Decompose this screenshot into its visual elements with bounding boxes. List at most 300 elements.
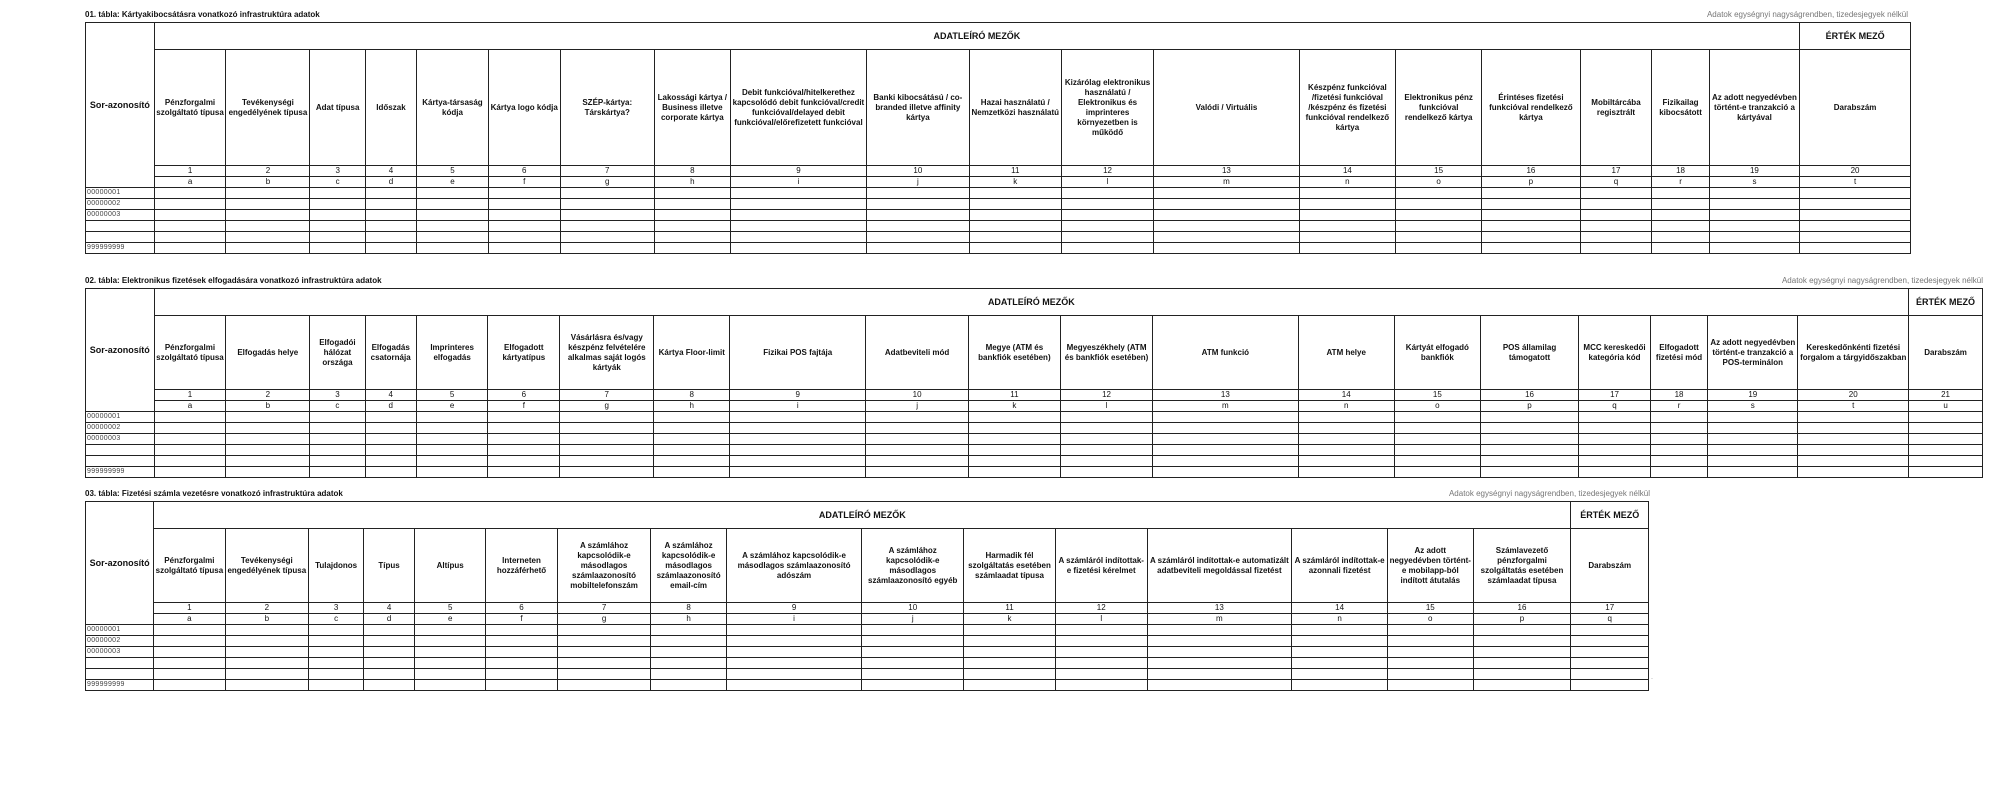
data-cell[interactable] xyxy=(1061,199,1153,210)
data-cell[interactable] xyxy=(226,199,310,210)
data-cell[interactable] xyxy=(560,210,654,221)
data-cell[interactable] xyxy=(310,445,365,456)
data-cell[interactable] xyxy=(1299,199,1395,210)
data-cell[interactable] xyxy=(964,625,1056,636)
data-cell[interactable] xyxy=(560,243,654,254)
data-cell[interactable] xyxy=(365,199,416,210)
data-cell[interactable] xyxy=(1060,445,1152,456)
data-cell[interactable] xyxy=(1580,188,1652,199)
data-cell[interactable] xyxy=(1396,232,1482,243)
data-cell[interactable] xyxy=(1473,658,1571,669)
data-cell[interactable] xyxy=(415,636,486,647)
data-cell[interactable] xyxy=(557,658,651,669)
data-cell[interactable] xyxy=(226,210,310,221)
data-cell[interactable] xyxy=(1396,243,1482,254)
data-cell[interactable] xyxy=(1147,680,1292,691)
data-cell[interactable] xyxy=(226,434,310,445)
data-cell[interactable] xyxy=(1299,232,1395,243)
data-cell[interactable] xyxy=(1650,467,1707,478)
data-cell[interactable] xyxy=(1652,210,1709,221)
data-cell[interactable] xyxy=(654,467,730,478)
data-cell[interactable] xyxy=(964,669,1056,680)
data-cell[interactable] xyxy=(1580,221,1652,232)
data-cell[interactable] xyxy=(364,680,415,691)
data-cell[interactable] xyxy=(866,467,968,478)
data-cell[interactable] xyxy=(310,456,365,467)
data-cell[interactable] xyxy=(651,658,726,669)
data-cell[interactable] xyxy=(309,636,364,647)
data-cell[interactable] xyxy=(1708,456,1798,467)
data-cell[interactable] xyxy=(557,680,651,691)
data-cell[interactable] xyxy=(557,625,651,636)
data-cell[interactable] xyxy=(1147,625,1292,636)
data-cell[interactable] xyxy=(1387,647,1473,658)
data-cell[interactable] xyxy=(225,658,309,669)
data-cell[interactable] xyxy=(726,625,862,636)
data-cell[interactable] xyxy=(1153,467,1298,478)
data-cell[interactable] xyxy=(730,412,866,423)
data-cell[interactable] xyxy=(1650,423,1707,434)
data-cell[interactable] xyxy=(866,445,968,456)
data-cell[interactable] xyxy=(309,680,364,691)
data-cell[interactable] xyxy=(486,636,557,647)
data-cell[interactable] xyxy=(867,232,970,243)
data-cell[interactable] xyxy=(862,658,964,669)
data-cell[interactable] xyxy=(1387,636,1473,647)
data-cell[interactable] xyxy=(488,221,560,232)
data-cell[interactable] xyxy=(1709,243,1799,254)
data-cell[interactable] xyxy=(1396,210,1482,221)
data-cell[interactable] xyxy=(1709,221,1799,232)
data-cell[interactable] xyxy=(486,669,557,680)
data-cell[interactable] xyxy=(654,434,730,445)
data-cell[interactable] xyxy=(1473,680,1571,691)
data-cell[interactable] xyxy=(1147,669,1292,680)
data-cell[interactable] xyxy=(651,669,726,680)
data-cell[interactable] xyxy=(225,647,309,658)
data-cell[interactable] xyxy=(1061,232,1153,243)
data-cell[interactable] xyxy=(866,412,968,423)
data-cell[interactable] xyxy=(310,243,365,254)
data-cell[interactable] xyxy=(1909,456,1983,467)
data-cell[interactable] xyxy=(365,423,416,434)
data-cell[interactable] xyxy=(1147,658,1292,669)
data-cell[interactable] xyxy=(730,445,866,456)
data-cell[interactable] xyxy=(226,456,310,467)
data-cell[interactable] xyxy=(415,680,486,691)
data-cell[interactable] xyxy=(1909,423,1983,434)
data-cell[interactable] xyxy=(1298,445,1394,456)
data-cell[interactable] xyxy=(417,188,489,199)
data-cell[interactable] xyxy=(1650,456,1707,467)
data-cell[interactable] xyxy=(557,636,651,647)
data-cell[interactable] xyxy=(560,467,654,478)
data-cell[interactable] xyxy=(1480,467,1578,478)
data-cell[interactable] xyxy=(309,658,364,669)
data-cell[interactable] xyxy=(488,210,560,221)
data-cell[interactable] xyxy=(1579,412,1651,423)
data-cell[interactable] xyxy=(226,188,310,199)
data-cell[interactable] xyxy=(1580,210,1652,221)
data-cell[interactable] xyxy=(1652,188,1709,199)
data-cell[interactable] xyxy=(968,467,1060,478)
data-cell[interactable] xyxy=(1153,434,1298,445)
data-cell[interactable] xyxy=(488,434,560,445)
data-cell[interactable] xyxy=(651,625,726,636)
data-cell[interactable] xyxy=(309,669,364,680)
data-cell[interactable] xyxy=(1909,467,1983,478)
data-cell[interactable] xyxy=(654,199,730,210)
data-cell[interactable] xyxy=(730,221,866,232)
data-cell[interactable] xyxy=(154,434,226,445)
data-cell[interactable] xyxy=(557,647,651,658)
data-cell[interactable] xyxy=(968,423,1060,434)
data-cell[interactable] xyxy=(1154,232,1300,243)
data-cell[interactable] xyxy=(1055,658,1147,669)
data-cell[interactable] xyxy=(226,243,310,254)
data-cell[interactable] xyxy=(1061,188,1153,199)
data-cell[interactable] xyxy=(1387,625,1473,636)
data-cell[interactable] xyxy=(1147,647,1292,658)
data-cell[interactable] xyxy=(726,647,862,658)
data-cell[interactable] xyxy=(1292,636,1388,647)
data-cell[interactable] xyxy=(226,232,310,243)
data-cell[interactable] xyxy=(154,647,225,658)
data-cell[interactable] xyxy=(225,636,309,647)
data-cell[interactable] xyxy=(310,232,365,243)
data-cell[interactable] xyxy=(1798,467,1909,478)
data-cell[interactable] xyxy=(1480,412,1578,423)
data-cell[interactable] xyxy=(1387,680,1473,691)
data-cell[interactable] xyxy=(486,647,557,658)
data-cell[interactable] xyxy=(730,423,866,434)
data-cell[interactable] xyxy=(1055,680,1147,691)
data-cell[interactable] xyxy=(730,467,866,478)
data-cell[interactable] xyxy=(365,412,416,423)
data-cell[interactable] xyxy=(1800,199,1911,210)
data-cell[interactable] xyxy=(1798,456,1909,467)
data-cell[interactable] xyxy=(1396,188,1482,199)
data-cell[interactable] xyxy=(867,243,970,254)
data-cell[interactable] xyxy=(310,434,365,445)
data-cell[interactable] xyxy=(1055,625,1147,636)
data-cell[interactable] xyxy=(560,456,654,467)
data-cell[interactable] xyxy=(1473,647,1571,658)
data-cell[interactable] xyxy=(1909,445,1983,456)
data-cell[interactable] xyxy=(1299,221,1395,232)
data-cell[interactable] xyxy=(415,669,486,680)
data-cell[interactable] xyxy=(1709,232,1799,243)
data-cell[interactable] xyxy=(417,221,489,232)
data-cell[interactable] xyxy=(488,456,560,467)
data-cell[interactable] xyxy=(1292,625,1388,636)
data-cell[interactable] xyxy=(654,221,730,232)
data-cell[interactable] xyxy=(1652,199,1709,210)
data-cell[interactable] xyxy=(1292,680,1388,691)
data-cell[interactable] xyxy=(969,232,1061,243)
data-cell[interactable] xyxy=(364,636,415,647)
data-cell[interactable] xyxy=(1298,467,1394,478)
data-cell[interactable] xyxy=(866,434,968,445)
data-cell[interactable] xyxy=(560,412,654,423)
data-cell[interactable] xyxy=(1060,456,1152,467)
data-cell[interactable] xyxy=(1292,669,1388,680)
data-cell[interactable] xyxy=(557,669,651,680)
data-cell[interactable] xyxy=(226,221,310,232)
data-cell[interactable] xyxy=(730,210,866,221)
data-cell[interactable] xyxy=(1298,434,1394,445)
data-cell[interactable] xyxy=(364,669,415,680)
data-cell[interactable] xyxy=(225,680,309,691)
data-cell[interactable] xyxy=(1652,221,1709,232)
data-cell[interactable] xyxy=(365,434,416,445)
data-cell[interactable] xyxy=(726,636,862,647)
data-cell[interactable] xyxy=(416,423,488,434)
data-cell[interactable] xyxy=(1396,221,1482,232)
data-cell[interactable] xyxy=(1154,221,1300,232)
data-cell[interactable] xyxy=(1800,188,1911,199)
data-cell[interactable] xyxy=(1394,445,1480,456)
data-cell[interactable] xyxy=(488,423,560,434)
data-cell[interactable] xyxy=(1061,243,1153,254)
data-cell[interactable] xyxy=(154,680,225,691)
data-cell[interactable] xyxy=(968,445,1060,456)
data-cell[interactable] xyxy=(488,445,560,456)
data-cell[interactable] xyxy=(1580,199,1652,210)
data-cell[interactable] xyxy=(730,243,866,254)
data-cell[interactable] xyxy=(1798,434,1909,445)
data-cell[interactable] xyxy=(560,221,654,232)
data-cell[interactable] xyxy=(488,199,560,210)
data-cell[interactable] xyxy=(1154,199,1300,210)
data-cell[interactable] xyxy=(964,636,1056,647)
data-cell[interactable] xyxy=(416,456,488,467)
data-cell[interactable] xyxy=(1055,636,1147,647)
data-cell[interactable] xyxy=(1387,669,1473,680)
data-cell[interactable] xyxy=(365,243,416,254)
data-cell[interactable] xyxy=(416,412,488,423)
data-cell[interactable] xyxy=(968,456,1060,467)
data-cell[interactable] xyxy=(1579,467,1651,478)
data-cell[interactable] xyxy=(1055,647,1147,658)
data-cell[interactable] xyxy=(415,625,486,636)
data-cell[interactable] xyxy=(1571,625,1649,636)
data-cell[interactable] xyxy=(1060,423,1152,434)
data-cell[interactable] xyxy=(488,243,560,254)
data-cell[interactable] xyxy=(867,199,970,210)
data-cell[interactable] xyxy=(1299,243,1395,254)
data-cell[interactable] xyxy=(1580,232,1652,243)
data-cell[interactable] xyxy=(310,210,365,221)
data-cell[interactable] xyxy=(1299,188,1395,199)
data-cell[interactable] xyxy=(654,243,730,254)
data-cell[interactable] xyxy=(486,625,557,636)
data-cell[interactable] xyxy=(560,423,654,434)
data-cell[interactable] xyxy=(651,636,726,647)
data-cell[interactable] xyxy=(1571,658,1649,669)
data-cell[interactable] xyxy=(726,658,862,669)
data-cell[interactable] xyxy=(1571,680,1649,691)
data-cell[interactable] xyxy=(654,188,730,199)
data-cell[interactable] xyxy=(1060,412,1152,423)
data-cell[interactable] xyxy=(1394,456,1480,467)
data-cell[interactable] xyxy=(862,647,964,658)
data-cell[interactable] xyxy=(1579,445,1651,456)
data-cell[interactable] xyxy=(417,243,489,254)
data-cell[interactable] xyxy=(1909,412,1983,423)
data-cell[interactable] xyxy=(365,188,416,199)
data-cell[interactable] xyxy=(154,467,226,478)
data-cell[interactable] xyxy=(310,467,365,478)
data-cell[interactable] xyxy=(1579,434,1651,445)
data-cell[interactable] xyxy=(1708,467,1798,478)
data-cell[interactable] xyxy=(154,232,226,243)
data-cell[interactable] xyxy=(1571,647,1649,658)
data-cell[interactable] xyxy=(1473,636,1571,647)
data-cell[interactable] xyxy=(1394,434,1480,445)
data-cell[interactable] xyxy=(1394,423,1480,434)
data-cell[interactable] xyxy=(488,412,560,423)
data-cell[interactable] xyxy=(1299,210,1395,221)
data-cell[interactable] xyxy=(1292,647,1388,658)
data-cell[interactable] xyxy=(1154,243,1300,254)
data-cell[interactable] xyxy=(654,232,730,243)
data-cell[interactable] xyxy=(1650,445,1707,456)
data-cell[interactable] xyxy=(1396,199,1482,210)
data-cell[interactable] xyxy=(730,456,866,467)
data-cell[interactable] xyxy=(1147,636,1292,647)
data-cell[interactable] xyxy=(226,467,310,478)
data-cell[interactable] xyxy=(1571,636,1649,647)
data-cell[interactable] xyxy=(866,456,968,467)
data-cell[interactable] xyxy=(488,188,560,199)
data-cell[interactable] xyxy=(364,658,415,669)
data-cell[interactable] xyxy=(654,412,730,423)
data-cell[interactable] xyxy=(726,669,862,680)
data-cell[interactable] xyxy=(560,232,654,243)
data-cell[interactable] xyxy=(1482,188,1580,199)
data-cell[interactable] xyxy=(154,658,225,669)
data-cell[interactable] xyxy=(1708,445,1798,456)
data-cell[interactable] xyxy=(1153,456,1298,467)
data-cell[interactable] xyxy=(416,467,488,478)
data-cell[interactable] xyxy=(964,658,1056,669)
data-cell[interactable] xyxy=(154,188,226,199)
data-cell[interactable] xyxy=(416,434,488,445)
data-cell[interactable] xyxy=(154,199,226,210)
data-cell[interactable] xyxy=(969,243,1061,254)
data-cell[interactable] xyxy=(1579,456,1651,467)
data-cell[interactable] xyxy=(1154,210,1300,221)
data-cell[interactable] xyxy=(1292,658,1388,669)
data-cell[interactable] xyxy=(862,669,964,680)
data-cell[interactable] xyxy=(964,647,1056,658)
data-cell[interactable] xyxy=(654,423,730,434)
data-cell[interactable] xyxy=(867,221,970,232)
data-cell[interactable] xyxy=(560,188,654,199)
data-cell[interactable] xyxy=(225,625,309,636)
data-cell[interactable] xyxy=(1060,467,1152,478)
data-cell[interactable] xyxy=(225,669,309,680)
data-cell[interactable] xyxy=(309,625,364,636)
data-cell[interactable] xyxy=(1650,434,1707,445)
data-cell[interactable] xyxy=(417,199,489,210)
data-cell[interactable] xyxy=(1394,467,1480,478)
data-cell[interactable] xyxy=(1652,243,1709,254)
data-cell[interactable] xyxy=(1473,669,1571,680)
data-cell[interactable] xyxy=(1798,412,1909,423)
data-cell[interactable] xyxy=(730,199,866,210)
data-cell[interactable] xyxy=(310,199,365,210)
data-cell[interactable] xyxy=(488,232,560,243)
data-cell[interactable] xyxy=(969,188,1061,199)
data-cell[interactable] xyxy=(1650,412,1707,423)
data-cell[interactable] xyxy=(416,445,488,456)
data-cell[interactable] xyxy=(1061,221,1153,232)
data-cell[interactable] xyxy=(969,210,1061,221)
data-cell[interactable] xyxy=(1909,434,1983,445)
data-cell[interactable] xyxy=(154,456,226,467)
data-cell[interactable] xyxy=(310,221,365,232)
data-cell[interactable] xyxy=(154,445,226,456)
data-cell[interactable] xyxy=(1473,625,1571,636)
data-cell[interactable] xyxy=(1798,445,1909,456)
data-cell[interactable] xyxy=(1482,221,1580,232)
data-cell[interactable] xyxy=(968,412,1060,423)
data-cell[interactable] xyxy=(862,680,964,691)
data-cell[interactable] xyxy=(1800,221,1911,232)
data-cell[interactable] xyxy=(309,647,364,658)
data-cell[interactable] xyxy=(364,625,415,636)
data-cell[interactable] xyxy=(1709,210,1799,221)
data-cell[interactable] xyxy=(415,647,486,658)
data-cell[interactable] xyxy=(730,232,866,243)
data-cell[interactable] xyxy=(1708,434,1798,445)
data-cell[interactable] xyxy=(726,680,862,691)
data-cell[interactable] xyxy=(226,445,310,456)
data-cell[interactable] xyxy=(154,636,225,647)
data-cell[interactable] xyxy=(1708,412,1798,423)
data-cell[interactable] xyxy=(154,221,226,232)
data-cell[interactable] xyxy=(1800,243,1911,254)
data-cell[interactable] xyxy=(154,412,226,423)
data-cell[interactable] xyxy=(417,210,489,221)
data-cell[interactable] xyxy=(560,199,654,210)
data-cell[interactable] xyxy=(310,188,365,199)
data-cell[interactable] xyxy=(1709,188,1799,199)
data-cell[interactable] xyxy=(488,467,560,478)
data-cell[interactable] xyxy=(1387,658,1473,669)
data-cell[interactable] xyxy=(1480,434,1578,445)
data-cell[interactable] xyxy=(1798,423,1909,434)
data-cell[interactable] xyxy=(364,647,415,658)
data-cell[interactable] xyxy=(651,680,726,691)
data-cell[interactable] xyxy=(730,188,866,199)
data-cell[interactable] xyxy=(560,445,654,456)
data-cell[interactable] xyxy=(1480,456,1578,467)
data-cell[interactable] xyxy=(365,467,416,478)
data-cell[interactable] xyxy=(226,423,310,434)
data-cell[interactable] xyxy=(862,636,964,647)
data-cell[interactable] xyxy=(417,232,489,243)
data-cell[interactable] xyxy=(1153,412,1298,423)
data-cell[interactable] xyxy=(969,221,1061,232)
data-cell[interactable] xyxy=(1480,445,1578,456)
data-cell[interactable] xyxy=(154,210,226,221)
data-cell[interactable] xyxy=(1060,434,1152,445)
data-cell[interactable] xyxy=(867,188,970,199)
data-cell[interactable] xyxy=(866,423,968,434)
